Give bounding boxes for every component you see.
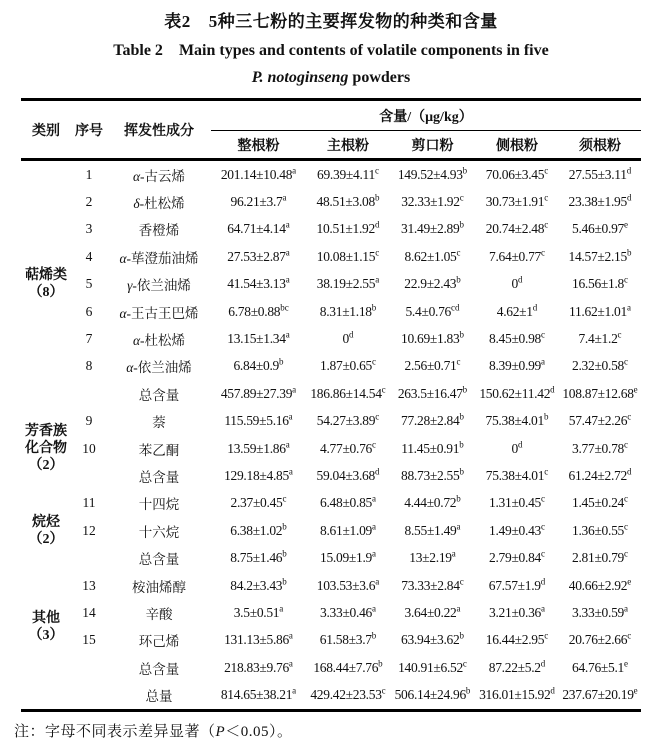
col-header-lateral-root-powder: 侧根粉 [475,131,559,160]
component-name-cell: 总含量 [138,661,180,677]
value-cell: 64.71±4.14$^a$ [227,219,290,237]
significance-letter: a [285,329,290,340]
value-cell: 32.33±1.92$^c$ [401,192,464,210]
significance-letter: a [451,548,456,559]
significance-letter: b [279,356,284,367]
value-cell: 20.74±2.48$^c$ [485,219,549,237]
component-name-cell: 桉油烯醇 [132,579,186,595]
significance-letter: d [550,685,555,696]
value-cell: 23.38±1.95$^d$ [568,192,632,210]
value-cell: 14.57±2.15$^b$ [568,247,632,264]
value-cell: 140.91±6.52$^c$ [398,658,467,675]
value-cell: 103.53±3.6$^a$ [316,576,380,593]
significance-letter: a [626,302,631,313]
category-cell: 萜烯类 （8） [25,268,67,301]
significance-letter: a [623,603,628,614]
value-cell: 48.51±3.08$^b$ [316,192,380,210]
value-cell: 13.59±1.86$^a$ [227,439,290,456]
col-header-cut-powder: 剪口粉 [390,131,475,160]
component-name-cell: δ-杜松烯 [133,196,185,212]
value-cell: 4.77±0.76$^c$ [320,439,376,456]
value-cell: 77.28±2.84$^b$ [401,411,464,429]
table-row [21,435,641,462]
significance-letter: c [627,411,632,422]
component-name-cell: 十四烷 [138,497,180,513]
value-cell: 2.56±0.71$^c$ [404,356,461,374]
value-cell: 10.69±1.83$^b$ [401,329,464,347]
significance-letter: a [288,466,293,477]
value-cell: 7.64±0.77$^c$ [489,247,545,264]
significance-letter: d [550,384,555,395]
value-cell: 0$^d$ [342,329,354,347]
significance-letter: a [371,603,376,614]
significance-letter: d [532,302,538,313]
significance-letter: c [623,548,628,559]
value-cell: 2.79±0.84$^c$ [489,548,545,566]
significance-letter: c [544,466,549,477]
value-cell: 7.4±1.2$^c$ [578,329,622,347]
serial-number-cell: 3 [85,221,93,237]
value-cell: 54.27±3.89$^c$ [316,411,380,429]
table-row [21,490,641,517]
col-header-whole-root-powder: 整根粉 [211,131,306,160]
significance-letter: c [371,439,376,450]
table-row [21,216,641,243]
value-cell: 201.14±10.48$^a$ [220,165,297,182]
significance-letter: c [456,356,461,367]
significance-letter: a [285,247,290,258]
table-row [21,243,641,270]
component-name-cell: 辛酸 [145,606,173,622]
value-cell: 10.08±1.15$^c$ [316,247,380,264]
significance-letter: c [627,630,632,641]
value-cell: 11.62±1.01$^a$ [569,302,631,319]
value-cell: 429.42±23.53$^c$ [310,685,386,703]
value-cell: 22.9±2.43$^b$ [404,274,461,292]
table-note [14,720,650,741]
value-cell: 20.76±2.66$^c$ [568,630,632,648]
significance-letter: c [623,274,628,285]
table-row [21,160,641,189]
table-row [21,462,641,489]
table-header [21,100,641,160]
serial-number-cell: 15 [82,632,96,648]
component-name-cell: α-古云烯 [132,168,186,184]
value-cell: 15.09±1.9$^a$ [320,548,376,566]
value-cell: 40.66±2.92$^e$ [568,576,632,593]
component-name-cell: 苯乙酮 [138,442,180,458]
value-cell: 8.39±0.99$^a$ [489,356,545,374]
serial-number-cell: 6 [85,303,93,319]
serial-number-cell: 10 [82,440,96,456]
significance-letter: b [282,576,287,587]
value-cell: 59.04±3.68$^d$ [316,466,380,483]
significance-letter: e [623,219,628,230]
serial-number-cell [71,654,107,681]
value-cell: 3.64±0.22$^a$ [404,603,461,620]
significance-letter: a [288,411,293,422]
significance-letter: c [540,493,545,504]
serial-number-cell: 14 [82,604,96,620]
component-name-cell: α-依兰油烯 [126,360,192,376]
significance-letter: a [540,603,545,614]
significance-letter: c [540,247,545,258]
value-cell: 61.58±3.7$^b$ [319,630,377,648]
significance-letter: c [375,247,380,258]
significance-letter: a [288,630,293,641]
value-cell: 61.24±2.72$^d$ [568,466,632,483]
serial-number-cell: 12 [82,522,96,538]
table-title-zh-label: 表2 [164,12,191,31]
value-cell: 69.39±4.11$^c$ [317,165,379,182]
species-name: P. notoginseng [251,69,349,86]
significance-letter: b [465,685,471,696]
component-name-cell: α-杜松烯 [132,333,186,349]
significance-letter: b [378,658,383,669]
value-cell: 3.21±0.36$^a$ [489,603,545,620]
value-cell: 75.38±4.01$^c$ [485,466,549,483]
table-row [21,380,641,407]
value-cell: 186.86±14.54$^c$ [310,384,386,401]
significance-letter: c [540,548,545,559]
significance-letter: a [456,603,461,614]
value-cell: 84.2±3.43$^b$ [230,576,287,593]
significance-letter: a [456,521,461,532]
table-row [21,298,641,325]
serial-number-cell: 1 [85,166,93,182]
serial-number-cell [71,681,107,710]
value-cell: 1.49±0.43$^c$ [489,521,545,538]
table-row [21,544,641,571]
significance-letter: e [633,384,638,395]
component-name-cell: 香橙烯 [138,223,180,239]
value-cell: 149.52±4.93$^b$ [397,165,468,182]
serial-number-cell: 11 [82,495,96,511]
significance-letter: d [540,576,546,587]
value-cell: 8.45±0.98$^c$ [489,329,545,347]
col-header-fibrous-root-powder: 须根粉 [559,131,641,160]
significance-letter: a [285,274,290,285]
value-cell: 263.5±16.47$^b$ [397,384,468,401]
component-name-cell: 萘 [152,415,166,431]
significance-letter: a [375,576,380,587]
table-body [21,160,641,711]
significance-letter: d [374,219,380,230]
significance-letter: a [375,274,380,285]
value-cell: 96.21±3.7$^a$ [230,192,287,210]
value-cell: 131.13±5.86$^a$ [224,630,293,648]
value-cell: 6.38±1.02$^b$ [230,521,287,538]
value-cell: 1.45±0.24$^c$ [572,493,628,511]
significance-letter: a [371,521,376,532]
significance-letter: b [459,329,464,340]
serial-number-cell: 2 [85,194,93,210]
table-title-zh-text: 5种三七粉的主要挥发物的种类和含量 [208,12,498,31]
table-row [21,325,641,352]
serial-number-cell: 13 [82,577,96,593]
significance-letter: b [459,466,464,477]
significance-letter: b [456,274,461,285]
value-cell: 0$^d$ [511,439,523,456]
significance-letter: c [544,219,549,230]
serial-number-cell: 8 [85,358,93,374]
value-cell: 8.61±1.09$^a$ [320,521,376,538]
value-cell: 38.19±2.55$^a$ [316,274,380,292]
note-prefix: 注：字母不同表示差异显著（ [14,723,216,740]
significance-letter: a [285,219,290,230]
significance-letter: c [623,493,628,504]
significance-letter: d [540,658,546,669]
value-cell: 87.22±5.2$^d$ [488,658,546,675]
significance-letter: a [292,685,297,696]
value-cell: 13±2.19$^a$ [409,548,456,566]
significance-letter: e [623,658,628,669]
significance-letter: b [626,247,632,258]
col-header-main-root-powder: 主根粉 [306,131,390,160]
value-cell: 316.01±15.92$^d$ [479,685,555,703]
value-cell: 70.06±3.45$^c$ [485,165,549,182]
category-cell: 芳香族 化合物 （2） [25,424,67,474]
significance-letter: a [282,192,287,203]
serial-number-cell: 5 [85,276,93,292]
table-row [21,188,641,215]
significance-letter: e [633,685,638,696]
significance-letter: cd [451,302,460,313]
significance-letter: d [517,274,523,285]
table-title-en-label: Table 2 [113,42,163,59]
significance-letter: a [288,658,293,669]
table-row [21,654,641,681]
significance-letter: d [348,329,354,340]
significance-letter: c [374,165,379,176]
significance-letter: b [462,165,468,176]
significance-letter: a [285,439,290,450]
category-cell: 其他 （3） [28,610,64,643]
value-cell: $4.62\pm 1^d$ [496,302,538,319]
value-cell: 4.44±0.72$^b$ [404,493,461,511]
value-cell: 75.38±4.01$^b$ [485,411,549,429]
value-cell: 8.75±1.46$^b$ [230,548,287,566]
table-row [21,681,641,710]
value-cell: 88.73±2.55$^b$ [401,466,464,483]
significance-letter: c [540,329,545,340]
value-cell: 168.44±7.76$^b$ [313,658,383,675]
serial-number-cell [71,544,107,571]
significance-letter: b [371,630,377,641]
col-header-no: 序号 [71,100,107,160]
component-name-cell: α-王古王巴烯 [119,305,199,321]
significance-letter: b [543,411,549,422]
significance-letter: b [459,439,464,450]
category-cell: 烷烃 （2） [28,514,64,547]
significance-letter: b [456,493,461,504]
value-cell: 64.76±5.1$^e$ [572,658,628,675]
significance-letter: a [371,493,376,504]
value-cell: 16.56±1.8$^c$ [572,274,628,292]
significance-letter: c [544,192,549,203]
significance-letter: c [544,165,549,176]
table-title-en-text: Main types and contents of volatile components in five [178,42,549,59]
component-name-cell: α-荜澄茄油烯 [119,250,199,266]
value-cell: 2.32±0.58$^c$ [572,356,628,374]
component-name-cell: 总含量 [138,469,180,485]
significance-letter: c [544,630,549,641]
significance-letter: b [282,521,287,532]
value-cell: 3.33±0.46$^a$ [320,603,376,620]
value-cell: 5.4±0.76$^{cd}$ [405,302,460,319]
significance-letter: c [623,356,628,367]
significance-letter: b [459,630,464,641]
value-cell: 1.36±0.55$^c$ [572,521,628,538]
component-name-cell: γ-依兰油烯 [127,278,191,294]
component-name-cell: 环己烯 [138,634,180,650]
significance-letter: a [279,603,284,614]
value-cell: 1.87±0.65$^c$ [320,356,376,374]
value-cell: 30.73±1.91$^c$ [485,192,549,210]
significance-letter: b [282,548,287,559]
significance-letter: e [627,576,632,587]
value-cell: 457.89±27.39$^a$ [220,384,297,401]
value-cell: 8.55±1.49$^a$ [404,521,461,538]
value-cell: 27.53±2.87$^a$ [227,247,290,264]
value-cell: 2.81±0.79$^c$ [572,548,628,566]
significance-letter: bc [280,302,289,313]
value-cell: 73.33±2.84$^c$ [401,576,464,593]
table-row [21,572,641,599]
significance-letter: c [617,329,622,340]
serial-number-cell: 7 [85,331,93,347]
significance-letter: c [371,356,376,367]
significance-letter: c [381,384,386,395]
serial-number-cell [71,380,107,407]
value-cell: 8.62±1.05$^c$ [404,247,461,264]
category-cell-empty [21,681,71,710]
significance-letter: c [623,521,628,532]
value-cell: 2.37±0.45$^c$ [230,493,287,511]
serial-number-cell: 4 [85,248,93,264]
value-cell: 218.83±9.76$^a$ [224,658,293,675]
significance-letter: c [540,521,545,532]
value-cell: 237.67±20.19$^e$ [562,685,638,703]
volatile-components-table [21,98,641,712]
value-cell: 6.84±0.9$^b$ [233,356,284,374]
value-cell: 115.59±5.16$^a$ [224,411,293,429]
table-row [21,271,641,298]
significance-letter: c [623,439,628,450]
serial-number-cell: 9 [85,413,93,429]
value-cell: 1.31±0.45$^c$ [489,493,545,511]
header-row-1 [21,100,641,131]
table-row [21,627,641,654]
significance-letter: b [462,384,468,395]
table-row [21,353,641,380]
significance-letter: b [371,302,377,313]
table-title-zh [12,10,650,34]
table-title-en-line2-rest: powders [352,69,411,86]
significance-letter: d [626,165,632,176]
significance-letter: c [456,247,461,258]
col-header-component: 挥发性成分 [107,100,211,160]
col-header-content-group: 含量/（μg/kg） [211,100,641,131]
value-cell: 814.65±38.21$^a$ [220,685,297,703]
value-cell: 31.49±2.89$^b$ [401,219,464,237]
significance-letter: d [374,466,380,477]
value-cell: 108.87±12.68$^e$ [562,384,638,401]
significance-letter: c [462,658,467,669]
value-cell: 13.15±1.34$^a$ [227,329,290,347]
value-cell: 3.77±0.78$^c$ [572,439,628,456]
value-cell: 506.14±24.96$^b$ [394,685,471,703]
value-cell: 41.54±3.13$^a$ [227,274,290,292]
table-row [21,517,641,544]
significance-letter: c [282,493,287,504]
value-cell: 3.33±0.59$^a$ [572,603,628,620]
significance-letter: a [540,356,545,367]
significance-letter: c [459,192,464,203]
significance-letter: c [381,685,386,696]
significance-letter: c [375,411,380,422]
significance-letter: b [459,411,464,422]
significance-letter: d [626,466,632,477]
note-p-symbol: P [215,723,226,740]
value-cell: 6.78±0.88$^{bc}$ [228,302,289,319]
significance-letter: b [374,192,380,203]
value-cell: 10.51±1.92$^d$ [316,219,380,237]
serial-number-cell [71,462,107,489]
value-cell: 0$^d$ [511,274,523,292]
table-row [21,599,641,626]
value-cell: 63.94±3.62$^b$ [401,630,464,648]
significance-letter: d [517,439,523,450]
significance-letter: a [371,548,376,559]
value-cell: 11.45±0.91$^b$ [401,439,464,456]
significance-letter: b [459,219,464,230]
significance-letter: a [292,165,297,176]
component-name-cell: 总量 [145,689,173,705]
note-suffix: ＜0.05）。 [225,723,293,740]
value-cell: 3.5±0.51$^a$ [233,603,284,620]
value-cell: 6.48±0.85$^a$ [320,493,376,511]
value-cell: 57.47±2.26$^c$ [568,411,632,429]
table-title-en-line2 [12,67,650,89]
value-cell: 67.57±1.9$^d$ [488,576,546,593]
col-header-category: 类别 [21,100,71,160]
significance-letter: a [292,384,297,395]
value-cell: 5.46±0.97$^e$ [572,219,628,237]
table-row [21,408,641,435]
value-cell: 27.55±3.11$^d$ [568,165,632,182]
value-cell: 150.62±11.42$^d$ [479,384,555,401]
component-name-cell: 十六烷 [138,524,180,540]
value-cell: 129.18±4.85$^a$ [224,466,293,483]
significance-letter: c [459,576,464,587]
value-cell: 8.31±1.18$^b$ [319,302,377,319]
table-title-en [12,39,650,63]
value-cell: 16.44±2.95$^c$ [485,630,549,648]
component-name-cell: 总含量 [138,387,180,403]
component-name-cell: 总含量 [138,552,180,568]
significance-letter: d [626,192,632,203]
